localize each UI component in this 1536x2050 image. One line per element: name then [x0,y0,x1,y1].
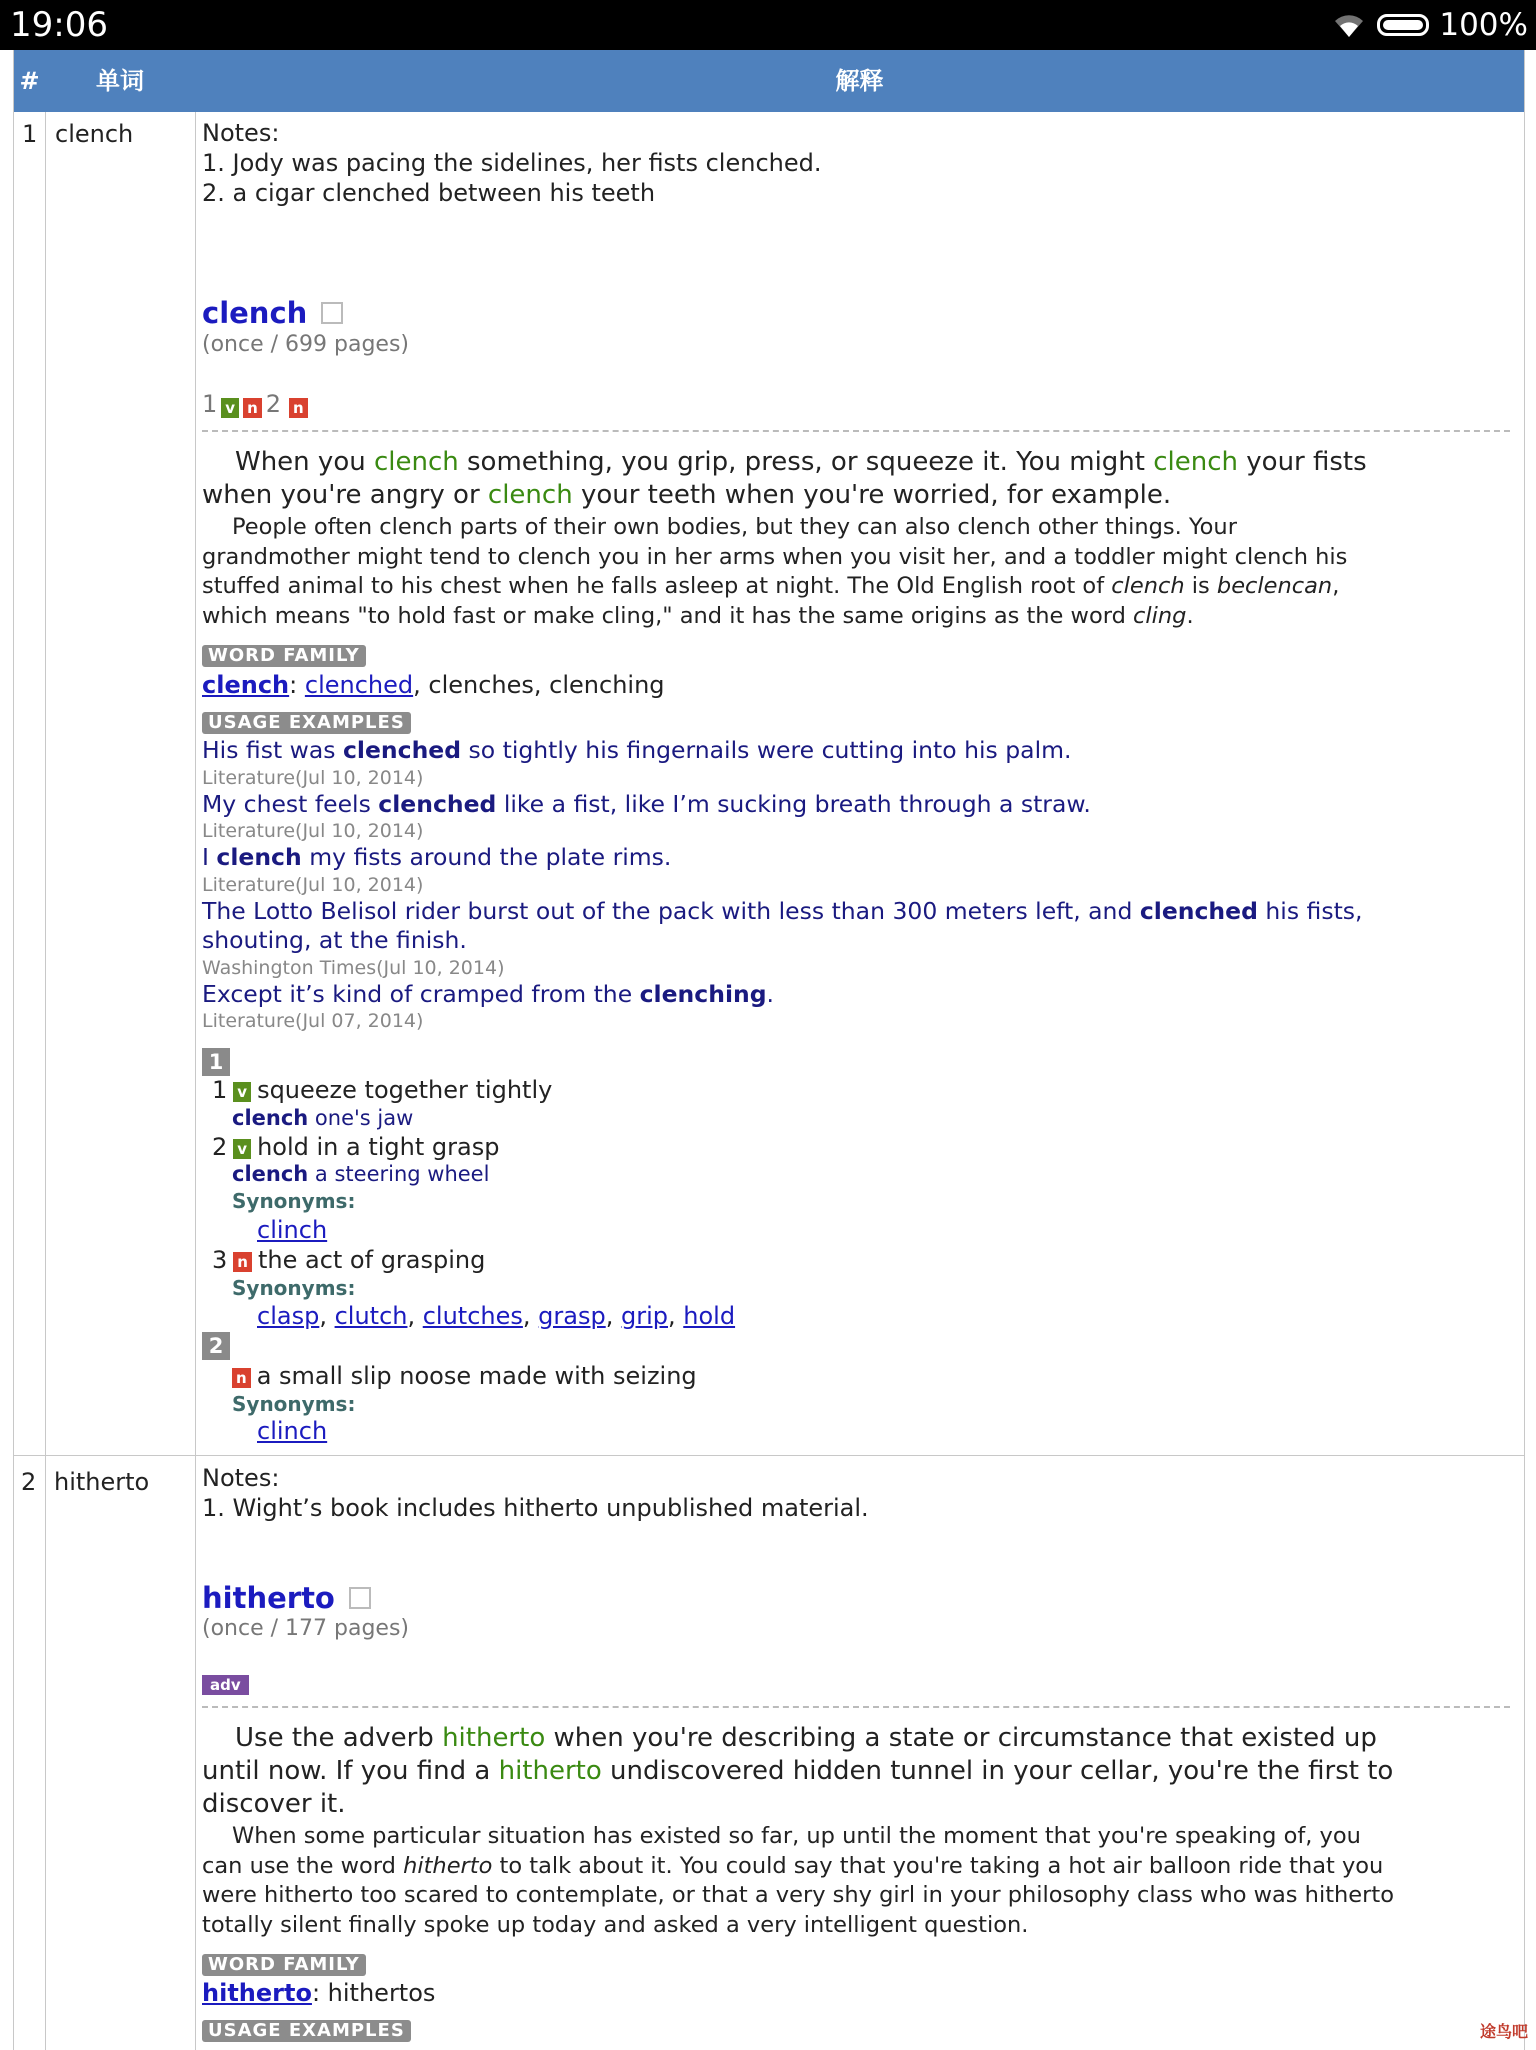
synonyms-label: Synonyms: [232,1392,356,1416]
frequency: (once / 177 pages) [202,1616,409,1641]
learned-checkbox[interactable] [349,1587,371,1609]
usage-label: USAGE EXAMPLES [202,2020,411,2042]
synonym-links [257,1416,327,1446]
row-number: 1 [22,120,38,148]
usage-examples [202,736,1522,1033]
word-family-link[interactable]: clenched [304,671,414,699]
pos-badge-verb: v [233,1082,251,1102]
pos-badge-noun: n [233,1252,252,1272]
pos-strip [202,390,308,418]
header-definition: 解释 [835,67,884,95]
sense-group-number: 1 [202,390,218,418]
example-source: Literature(Jul 10, 2014) [202,820,424,842]
headword-row [202,296,343,330]
row-word[interactable]: clench [55,120,134,148]
divider [202,430,1510,432]
sense-definition: 2 v hold in a tight grasp [212,1133,500,1161]
sense-group-number: 2 [265,390,282,418]
synonyms-label: Synonyms: [232,1276,356,1300]
headword-row [202,1581,371,1615]
row-divider [14,1455,1524,1456]
column-divider [195,112,196,2050]
word-family: clench: clenched, clenches, clenching [202,671,665,699]
synonym-link[interactable]: clinch [257,1216,328,1244]
example-source: Washington Times(Jul 10, 2014) [202,956,505,979]
word-family-root-link[interactable]: clench [202,671,290,699]
synonym-link[interactable]: clinch [257,1417,328,1445]
synonym-link[interactable]: hold [683,1302,736,1330]
battery-icon [1377,14,1429,36]
synonym-link[interactable]: clasp [257,1302,320,1330]
word-family-label: WORD FAMILY [202,1954,366,1976]
word-family-root-link[interactable]: hitherto [202,1979,312,2007]
synonym-link[interactable]: clutch [334,1302,408,1330]
usage-example: I clench my fists around the plate rims. [202,843,672,871]
clock: 19:06 [10,5,108,45]
usage-example: His fist was clenched so tightly his fingernails were cutting into his palm. [202,736,1072,764]
watermark-logo: 途鸟吧 [1479,2022,1528,2041]
pos-badge-verb: v [233,1139,251,1159]
row-word[interactable]: hitherto [54,1468,150,1496]
sense-group-1: 1 [202,1048,230,1076]
synonym-link[interactable]: grasp [538,1302,606,1330]
example-source: Literature(Jul 10, 2014) [202,873,424,896]
usage-example: The Lotto Belisol rider burst out of the pack with less than 300 meters left, and clenched his fists, shouting, at the finish. [202,896,1363,954]
notes-label: Notes: [202,119,280,147]
sense-definition: 1 v squeeze together tightly [212,1076,553,1104]
pos-badge-verb: v [221,398,239,418]
wifi-icon [1331,10,1367,40]
row-number: 2 [21,1468,37,1496]
table-header [14,50,1524,112]
frequency: (once / 699 pages) [202,332,409,357]
word-family: hitherto: hithertos [202,1979,436,2007]
synonym-links [257,1215,327,1245]
synonym-link[interactable]: clutches [422,1302,523,1330]
pos-strip [202,1675,249,1695]
battery-percent: 100% [1439,7,1528,43]
synonyms-label: Synonyms: [232,1189,356,1213]
headword: clench [202,296,308,330]
pos-badge-adverb: adv [202,1675,249,1695]
learned-checkbox[interactable] [321,302,343,324]
status-bar [0,0,1536,50]
blurb-long: Use the adverb hitherto when you're describing a state or circumstance that existed up until now. If you find a hitherto undiscovered hidden tunnel in your cellar, you're the first to discover it. [202,1723,1394,1819]
pos-badge-noun: n [243,398,262,418]
divider [202,1706,1510,1708]
example-source: Literature(Jul 10, 2014) [202,766,424,789]
notes-label: Notes: [202,1464,280,1492]
blurb-short: When some particular situation has existed so far, up until the moment that you're speaking of, you can use the word hitherto to talk about it. You could say that you're taking a hot air balloon ride that you were hitherto too scared to contemplate, or that a very shy girl in your philosophy class who was hitherto totally silent finally spoke up today and asked a very intelligent question. [202,1823,1394,1938]
sense-definition: n a small slip noose made with seizing [232,1361,697,1391]
synonym-links: clasp, clutch, clutches, grasp, grip, hold [257,1302,736,1330]
example-source: Literature(Jul 07, 2014) [202,1010,424,1032]
note-line: 1. Jody was pacing the sidelines, her fists clenched. [202,149,822,177]
usage-label: USAGE EXAMPLES [202,712,411,734]
pos-badge-noun: n [232,1368,251,1388]
header-num: # [19,67,40,95]
blurb-long: When you clench something, you grip, press, or squeeze it. You might clench your fists when you're angry or clench your teeth when you're worried, for example. [202,447,1367,510]
headword: hitherto [202,1581,335,1615]
sense-example: clench one's jaw [232,1106,414,1130]
word-family-label: WORD FAMILY [202,645,366,667]
column-divider [45,112,46,2050]
sense-group-2: 2 [202,1332,230,1360]
synonym-link[interactable]: grip [620,1302,668,1330]
header-word: 单词 [96,67,144,95]
note-line: 2. a cigar clenched between his teeth [202,179,656,207]
sense-example: clench a steering wheel [232,1162,490,1186]
blurb-short: People often clench parts of their own bodies, but they can also clench other things. Your grandmother might tend to clench you in her arms when you visit her, and a toddler might clench his stuffed animal to his chest when he falls asleep at night. The Old English root of clench is beclencan, which means "to hold fast or make cling," and it has the same origins as the word cling. [202,514,1348,629]
note-line: 1. Wight’s book includes hitherto unpublished material. [202,1494,869,1522]
pos-badge-noun: n [289,398,308,418]
usage-example: My chest feels clenched like a fist, like I’m sucking breath through a straw. [202,789,1091,818]
sense-definition: 3 n the act of grasping [212,1246,486,1274]
usage-example: Except it’s kind of cramped from the clenching. [202,979,775,1008]
